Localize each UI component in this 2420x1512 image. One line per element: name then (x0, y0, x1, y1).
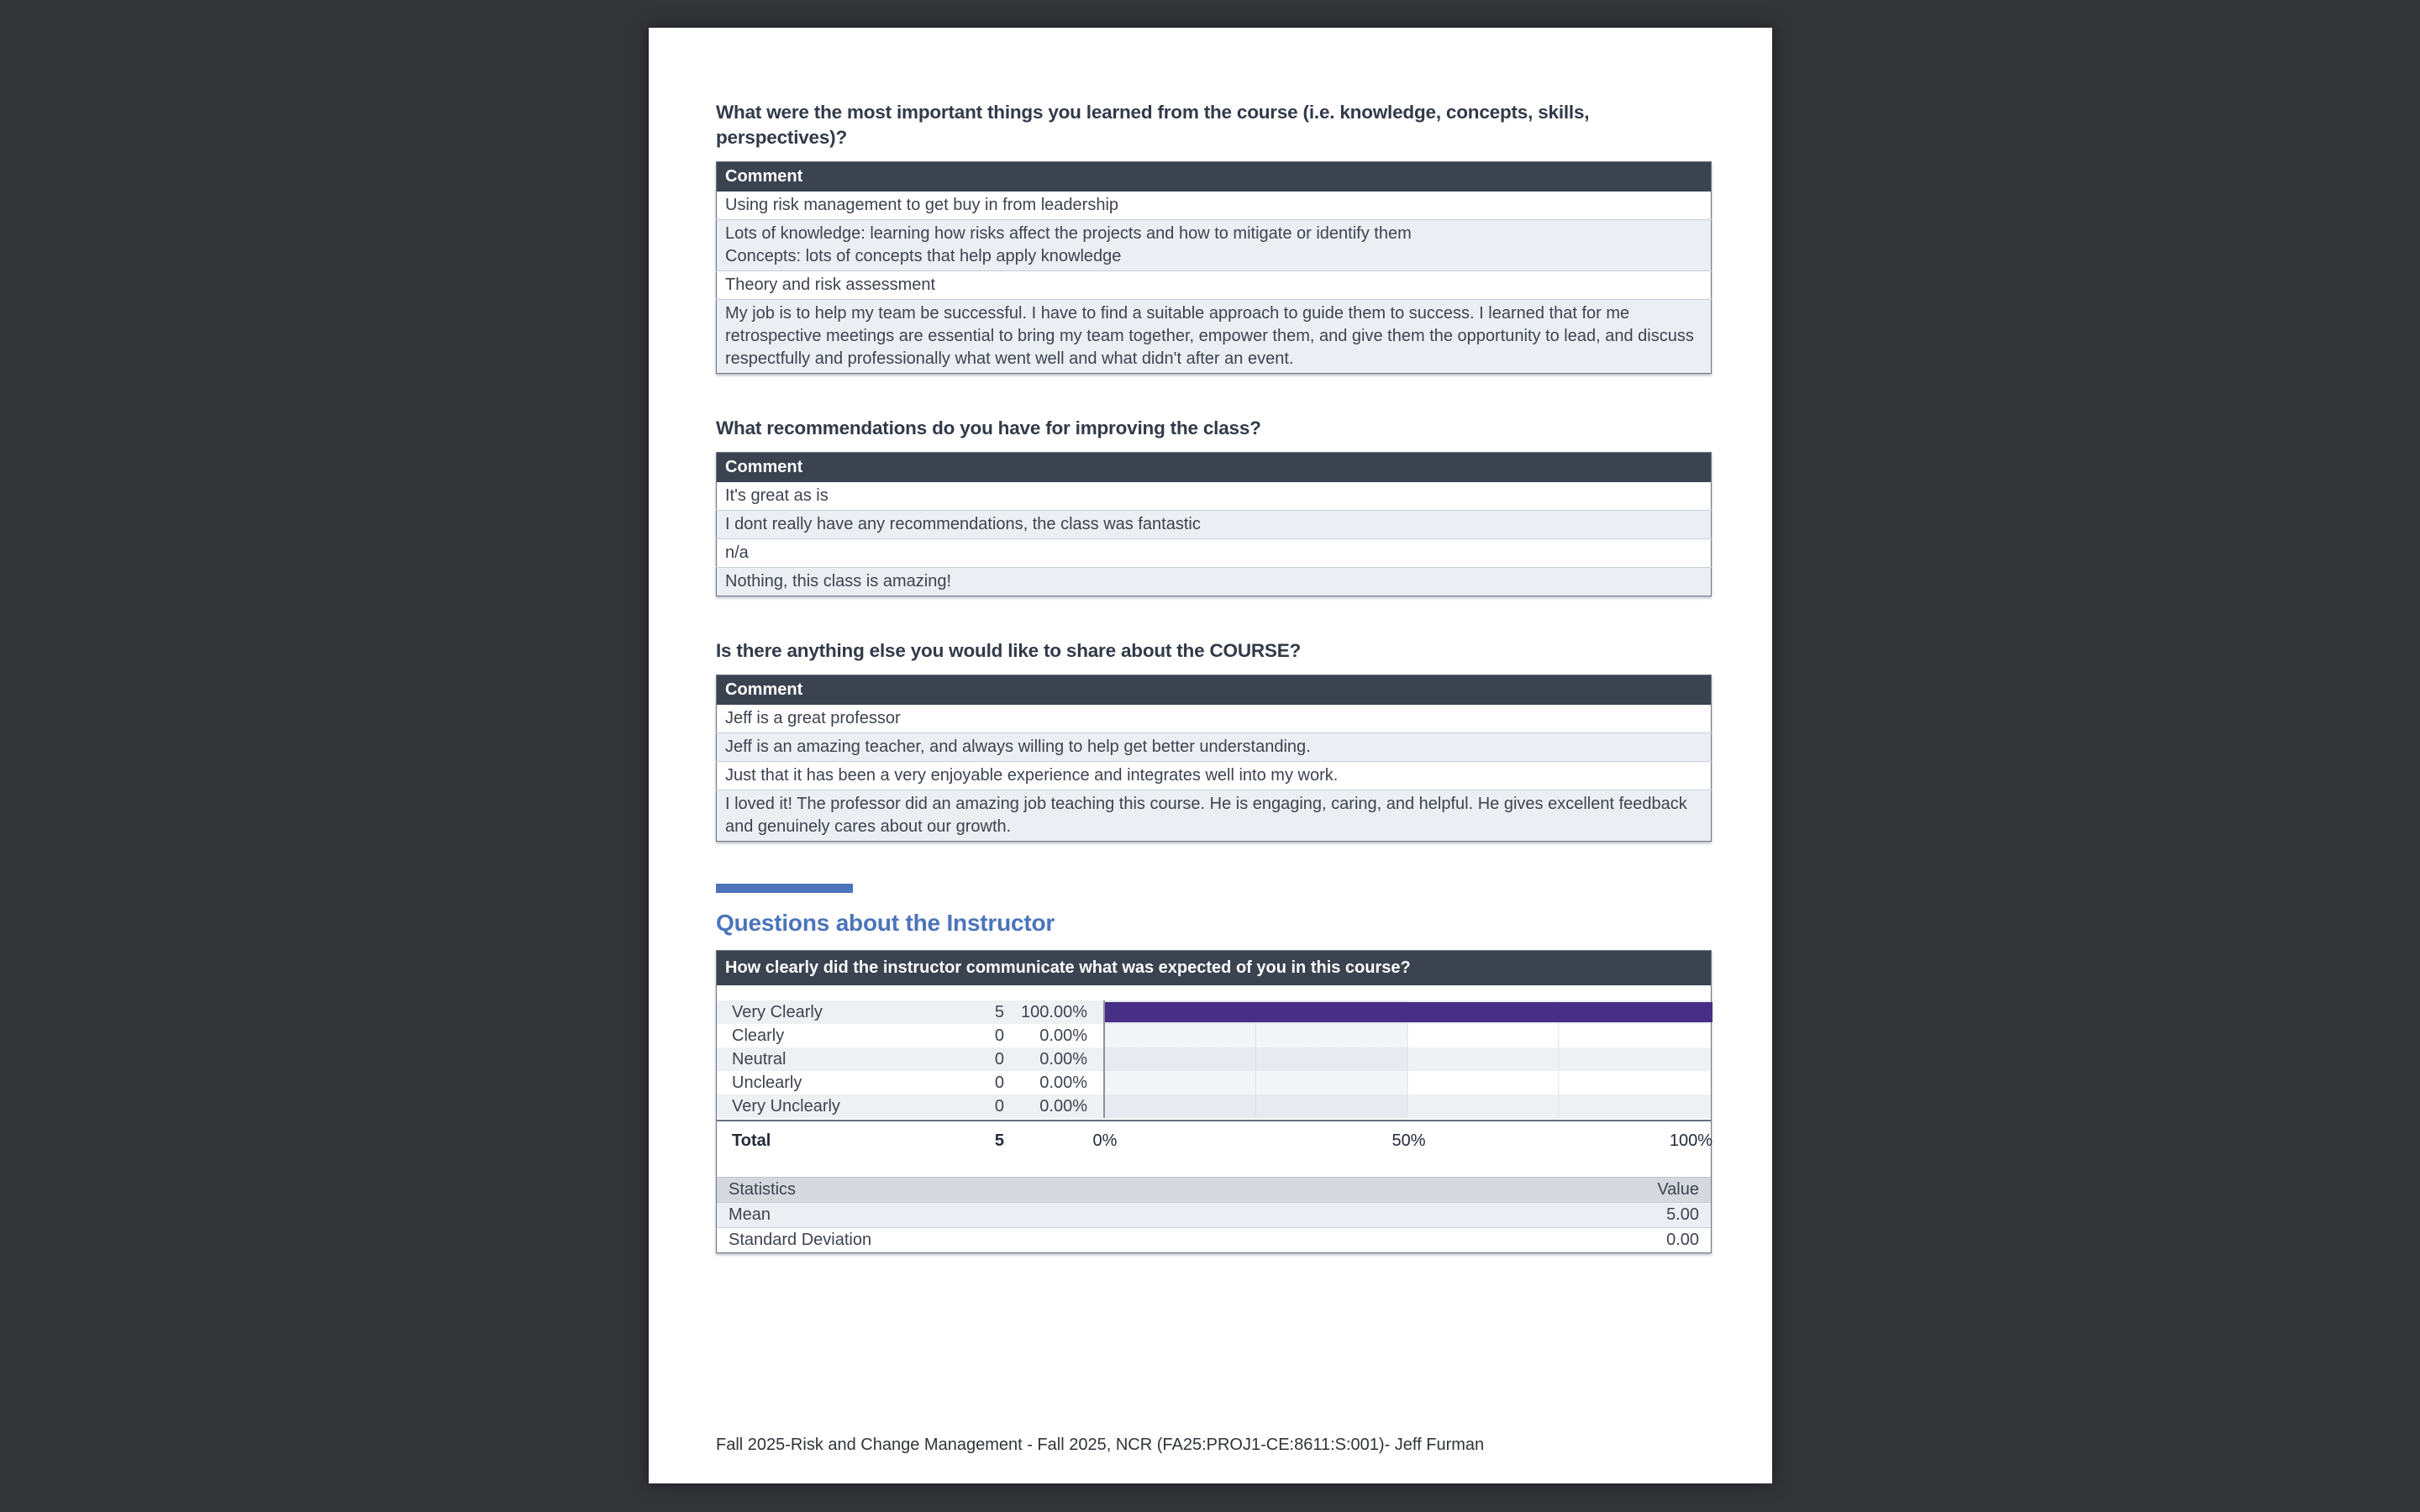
rating-percent: 0.00% (1039, 1049, 1087, 1068)
rating-label: Unclearly (732, 1073, 802, 1092)
page-footer: Fall 2025-Risk and Change Management - Fall 2025, NCR (FA25:PROJ1-CE:8611:S:001)- Jeff Furman (716, 1436, 1485, 1454)
rating-bar-track (1105, 1047, 1712, 1071)
stats-gap (717, 1160, 1711, 1177)
comment-row (717, 539, 1712, 568)
comment-row (717, 762, 1712, 790)
rating-bar (1105, 1002, 1712, 1022)
rating-chart (717, 985, 1711, 1252)
comment-table (716, 452, 1712, 596)
rating-count: 5 (994, 1002, 1004, 1021)
question-section-2 (716, 416, 1712, 596)
question-section-1 (716, 100, 1712, 374)
comment-text: I loved it! The professor did an amazing job teaching this course. He is engaging, caring, and helpful. He gives excellent feedback and genuinely cares about our growth. (725, 795, 1687, 836)
comment-row (717, 300, 1712, 374)
rating-percent: 0.00% (1039, 1026, 1087, 1045)
rating-count: 0 (994, 1026, 1004, 1045)
rating-row (717, 1071, 1711, 1095)
statistics-label-header: Statistics (729, 1180, 797, 1199)
statistics-header (717, 1177, 1711, 1202)
question-heading: What recommendations do you have for improving the class? (716, 417, 1261, 438)
comment-text: Jeff is a great professor (725, 709, 901, 727)
comment-row (717, 192, 1712, 220)
rating-bar-track (1105, 1095, 1712, 1118)
rating-bar-track (1105, 1071, 1712, 1095)
page-content (716, 100, 1712, 1253)
comment-text: Using risk management to get buy in from leadership (725, 196, 1119, 214)
comment-table (716, 161, 1712, 374)
total-row (717, 1121, 1711, 1160)
total-label: Total (732, 1131, 771, 1150)
rating-row (717, 1000, 1711, 1024)
comment-text: I dont really have any recommendations, the class was fantastic (725, 515, 1201, 533)
rating-bar-track (1105, 1024, 1712, 1047)
stat-label: Standard Deviation (729, 1231, 872, 1249)
rating-bar-track (1105, 1000, 1712, 1024)
rating-label: Very Unclearly (732, 1096, 840, 1116)
comment-text: Theory and risk assessment (725, 276, 936, 294)
question-section-3 (716, 638, 1712, 842)
comment-text: Jeff is an amazing teacher, and always willing to help get better understanding. (725, 738, 1311, 756)
comment-text: Lots of knowledge: learning how risks affect the projects and how to mitigate or identify them (725, 224, 1412, 243)
section-divider (716, 884, 853, 893)
rating-label: Clearly (732, 1026, 785, 1045)
rating-count: 0 (994, 1073, 1004, 1092)
rating-rows (717, 1000, 1711, 1118)
rating-percent: 0.00% (1039, 1096, 1087, 1116)
question-heading: Is there anything else you would like to share about the COURSE? (716, 640, 1302, 661)
rating-row (717, 1024, 1711, 1047)
comment-row (717, 511, 1712, 539)
rating-percent: 0.00% (1039, 1073, 1087, 1092)
rating-count: 0 (994, 1096, 1004, 1116)
comment-column-header: Comment (717, 453, 1712, 483)
stat-value: 0.00 (1666, 1231, 1699, 1249)
comment-text: It's great as is (725, 486, 829, 505)
rating-count: 0 (994, 1049, 1004, 1068)
comment-row (717, 705, 1712, 733)
stat-row (717, 1227, 1711, 1252)
stat-value: 5.00 (1666, 1205, 1699, 1224)
comment-text: My job is to help my team be successful. I have to find a suitable approach to guide them to success. I learned that for me retrospective meetings are essential to bring my team together, empower them, and give them the opportunity to lead, and discuss respectfully and professionally what went well and what didn't after an event. (725, 304, 1694, 368)
axis-tick-labels (1092, 1121, 1712, 1160)
axis-tick-100: 100% (1669, 1131, 1712, 1150)
question-heading: What were the most important things you learned from the course (i.e. knowledge, concepts, skills, perspectives)? (716, 102, 1590, 148)
rating-row (717, 1047, 1711, 1071)
comment-column-header: Comment (717, 162, 1712, 192)
comment-text: Concepts: lots of concepts that help apply knowledge (725, 247, 1122, 265)
rating-label: Very Clearly (732, 1002, 823, 1021)
comment-column-header: Comment (717, 675, 1712, 706)
instructor-section-title: Questions about the Instructor (716, 910, 1055, 936)
document-page (649, 28, 1772, 1483)
rating-percent: 100.00% (1021, 1002, 1087, 1021)
comment-row (717, 790, 1712, 842)
comment-text: n/a (725, 543, 749, 562)
comment-row (717, 220, 1712, 271)
comment-row (717, 271, 1712, 300)
axis-tick-0: 0% (1092, 1131, 1118, 1150)
comment-table (716, 675, 1712, 842)
total-count: 5 (994, 1131, 1004, 1150)
stat-row (717, 1202, 1711, 1227)
comment-row (717, 568, 1712, 596)
comment-row (717, 733, 1712, 762)
rating-label: Neutral (732, 1049, 786, 1068)
rating-row (717, 1095, 1711, 1118)
axis-tick-50: 50% (1392, 1131, 1426, 1150)
stat-label: Mean (729, 1205, 771, 1224)
comment-text: Just that it has been a very enjoyable experience and integrates well into my work. (725, 766, 1339, 785)
survey-question-box (716, 950, 1712, 1253)
survey-question-header: How clearly did the instructor communicate what was expected of you in this course? (717, 951, 1711, 985)
comment-text: Nothing, this class is amazing! (725, 572, 952, 591)
comment-row (717, 482, 1712, 511)
statistics-value-header: Value (1657, 1180, 1699, 1199)
